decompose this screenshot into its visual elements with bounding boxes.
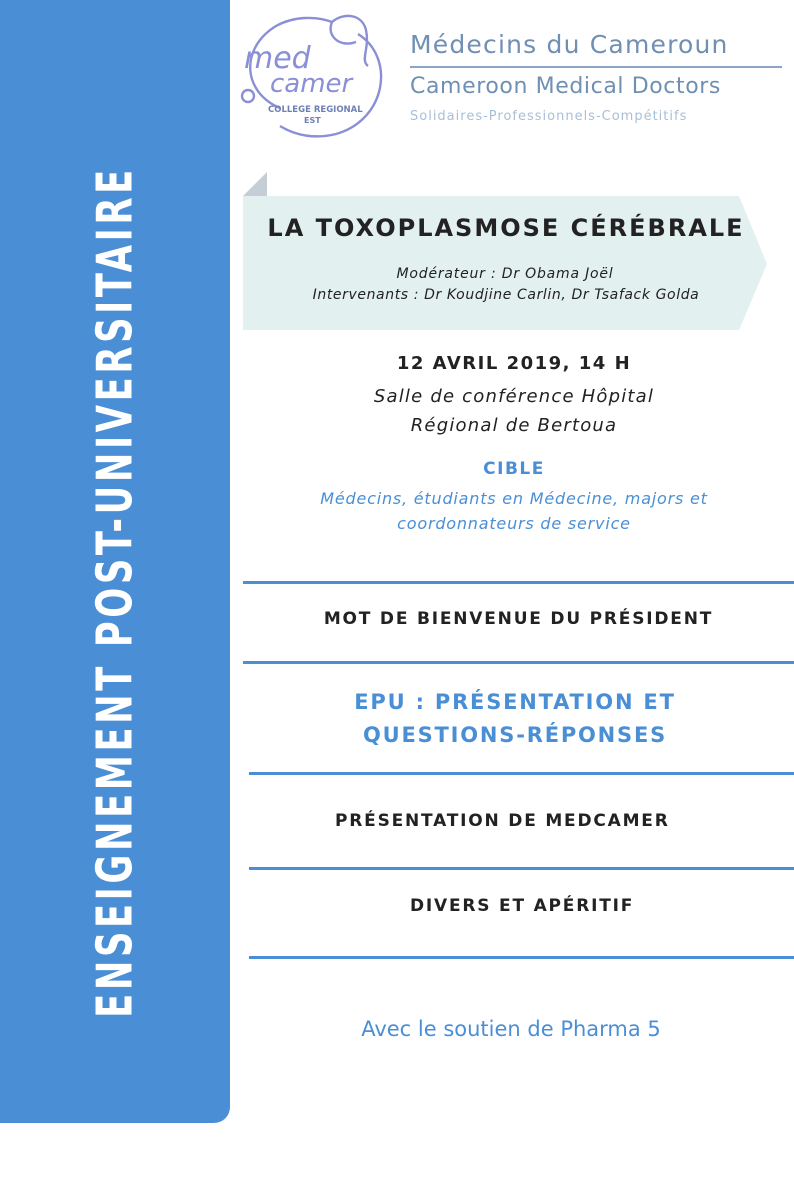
medcamer-logo xyxy=(236,8,406,138)
logo-med-text: med xyxy=(244,41,311,76)
event-title: LA TOXOPLASMOSE CÉRÉBRALE xyxy=(267,214,745,242)
logo-est-text: EST xyxy=(304,116,321,125)
agenda-item-medcamer: PRÉSENTATION DE MEDCAMER xyxy=(335,811,670,831)
stethoscope-icon xyxy=(242,90,254,102)
agenda-item-welcome: MOT DE BIENVENUE DU PRÉSIDENT xyxy=(323,609,714,629)
sidebar-band xyxy=(0,0,230,1123)
title-banner xyxy=(243,172,767,332)
logo-camer-text: camer xyxy=(270,69,353,99)
agenda-divider xyxy=(249,772,794,775)
org-name-fr: Médecins du Cameroun xyxy=(410,30,729,59)
logo-college-text: COLLEGE REGIONAL xyxy=(268,105,363,115)
agenda-item-epu: EPU : PRÉSENTATION ET QUESTIONS-RÉPONSES xyxy=(354,690,676,747)
agenda-divider xyxy=(243,581,794,584)
org-divider xyxy=(410,66,782,68)
event-venue: Salle de conférence Hôpital Régional de Bertoua xyxy=(373,386,655,436)
target-heading: CIBLE xyxy=(483,459,545,479)
event-date: 12 AVRIL 2019, 14 H xyxy=(396,353,632,374)
event-moderator: Modérateur : Dr Obama Joël xyxy=(396,266,614,282)
org-tagline: Solidaires-Professionnels-Compétitifs xyxy=(410,109,688,124)
agenda-divider xyxy=(249,867,794,870)
sponsor-line: Avec le soutien de Pharma 5 xyxy=(361,1017,661,1041)
event-speakers: Intervenants : Dr Koudjine Carlin, Dr Tsafack Golda xyxy=(312,287,700,303)
agenda-divider xyxy=(243,661,794,664)
agenda-divider xyxy=(249,956,794,959)
agenda-item-divers: DIVERS ET APÉRITIF xyxy=(410,896,635,916)
target-text: Médecins, étudiants en Médecine, majors et coordonnateurs de service xyxy=(320,489,708,533)
vertical-title: ENSEIGNEMENT POST-UNIVERSITAIRE xyxy=(86,166,144,1018)
org-name-en: Cameroon Medical Doctors xyxy=(410,74,721,99)
